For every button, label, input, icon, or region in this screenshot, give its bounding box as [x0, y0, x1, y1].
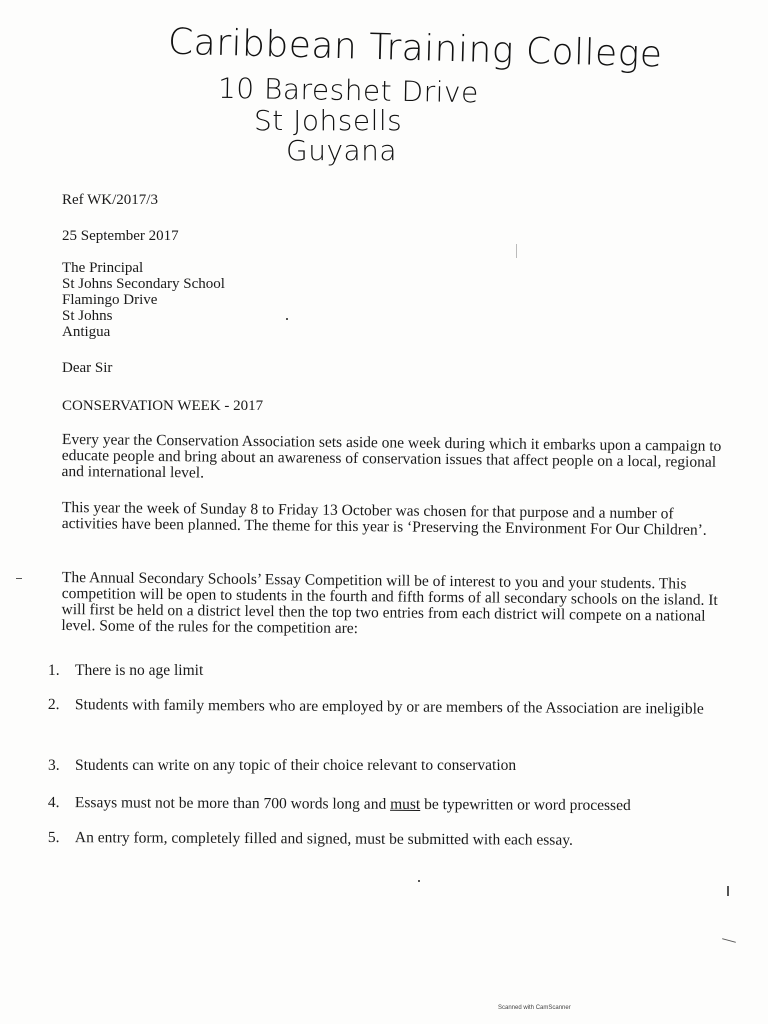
letterhead-street: 10 Bareshet Drive: [217, 71, 480, 110]
rule-text-part: be typewritten or word processed: [420, 795, 631, 815]
recipient-line: Antigua: [62, 324, 111, 340]
rule-number: 2.: [47, 696, 60, 714]
rule-item: [48, 758, 728, 774]
rule-text: Students can write on any topic of their choice relevant to conservation: [75, 757, 517, 774]
body-paragraph: Every year the Conservation Association sets aside one week during which it embarks upon a campaign to educate people and bring about an awareness of conservation issues that affect people on a local, regional and international level.: [61, 431, 722, 482]
rule-item: [48, 663, 728, 679]
underlined-word: must: [390, 795, 421, 813]
rule-text: [75, 795, 728, 814]
salutation: Dear Sir: [62, 360, 113, 376]
rule-item: [48, 830, 728, 850]
recipient-line: Flamingo Drive: [62, 292, 158, 308]
letterhead-country: Guyana: [286, 134, 398, 167]
rule-text-part: Essays must not be more than 700 words long and: [74, 794, 391, 813]
body-paragraph: The Annual Secondary Schools’ Essay Competition will be of interest to you and your students. This competition will be open to students in the fourth and fifth forms of all secondary schools on the island. It will first be held on a district level then the top two entries from each district will compete on a national level. Some of the rules for the competition are:: [61, 569, 718, 638]
rule-text: Students with family members who are employed by or are members of the Association are ineligible: [74, 696, 704, 718]
recipient-address: [62, 260, 722, 340]
scanner-watermark: Scanned with CamScanner: [498, 1005, 571, 1011]
subject-heading: CONSERVATION WEEK - 2017: [62, 398, 264, 414]
rule-text: An entry form, completely filled and signed, must be submitted with each essay.: [74, 829, 573, 849]
reference-number: Ref WK/2017/3: [62, 192, 158, 208]
letterhead-town: St Johsells: [254, 104, 403, 137]
letter-date: 25 September 2017: [62, 228, 179, 244]
letterhead-college-name: Caribbean Training College: [167, 21, 663, 76]
recipient-line: St Johns Secondary School: [62, 276, 225, 292]
rule-number: 5.: [47, 829, 60, 847]
body-paragraph: This year the week of Sunday 8 to Friday 13 October was chosen for that purpose and a number of activities have been planned. The theme for this year is ‘Preserving the Environment For Our Children’.: [61, 499, 707, 539]
rule-item: [48, 697, 728, 718]
rule-number: 4.: [47, 794, 60, 812]
rule-number: 1.: [48, 662, 60, 679]
recipient-line: The Principal: [62, 260, 144, 276]
recipient-line: St Johns: [62, 308, 113, 324]
rule-text: There is no age limit: [75, 662, 204, 679]
rule-item: [48, 795, 728, 815]
rule-number: 3.: [48, 757, 60, 774]
